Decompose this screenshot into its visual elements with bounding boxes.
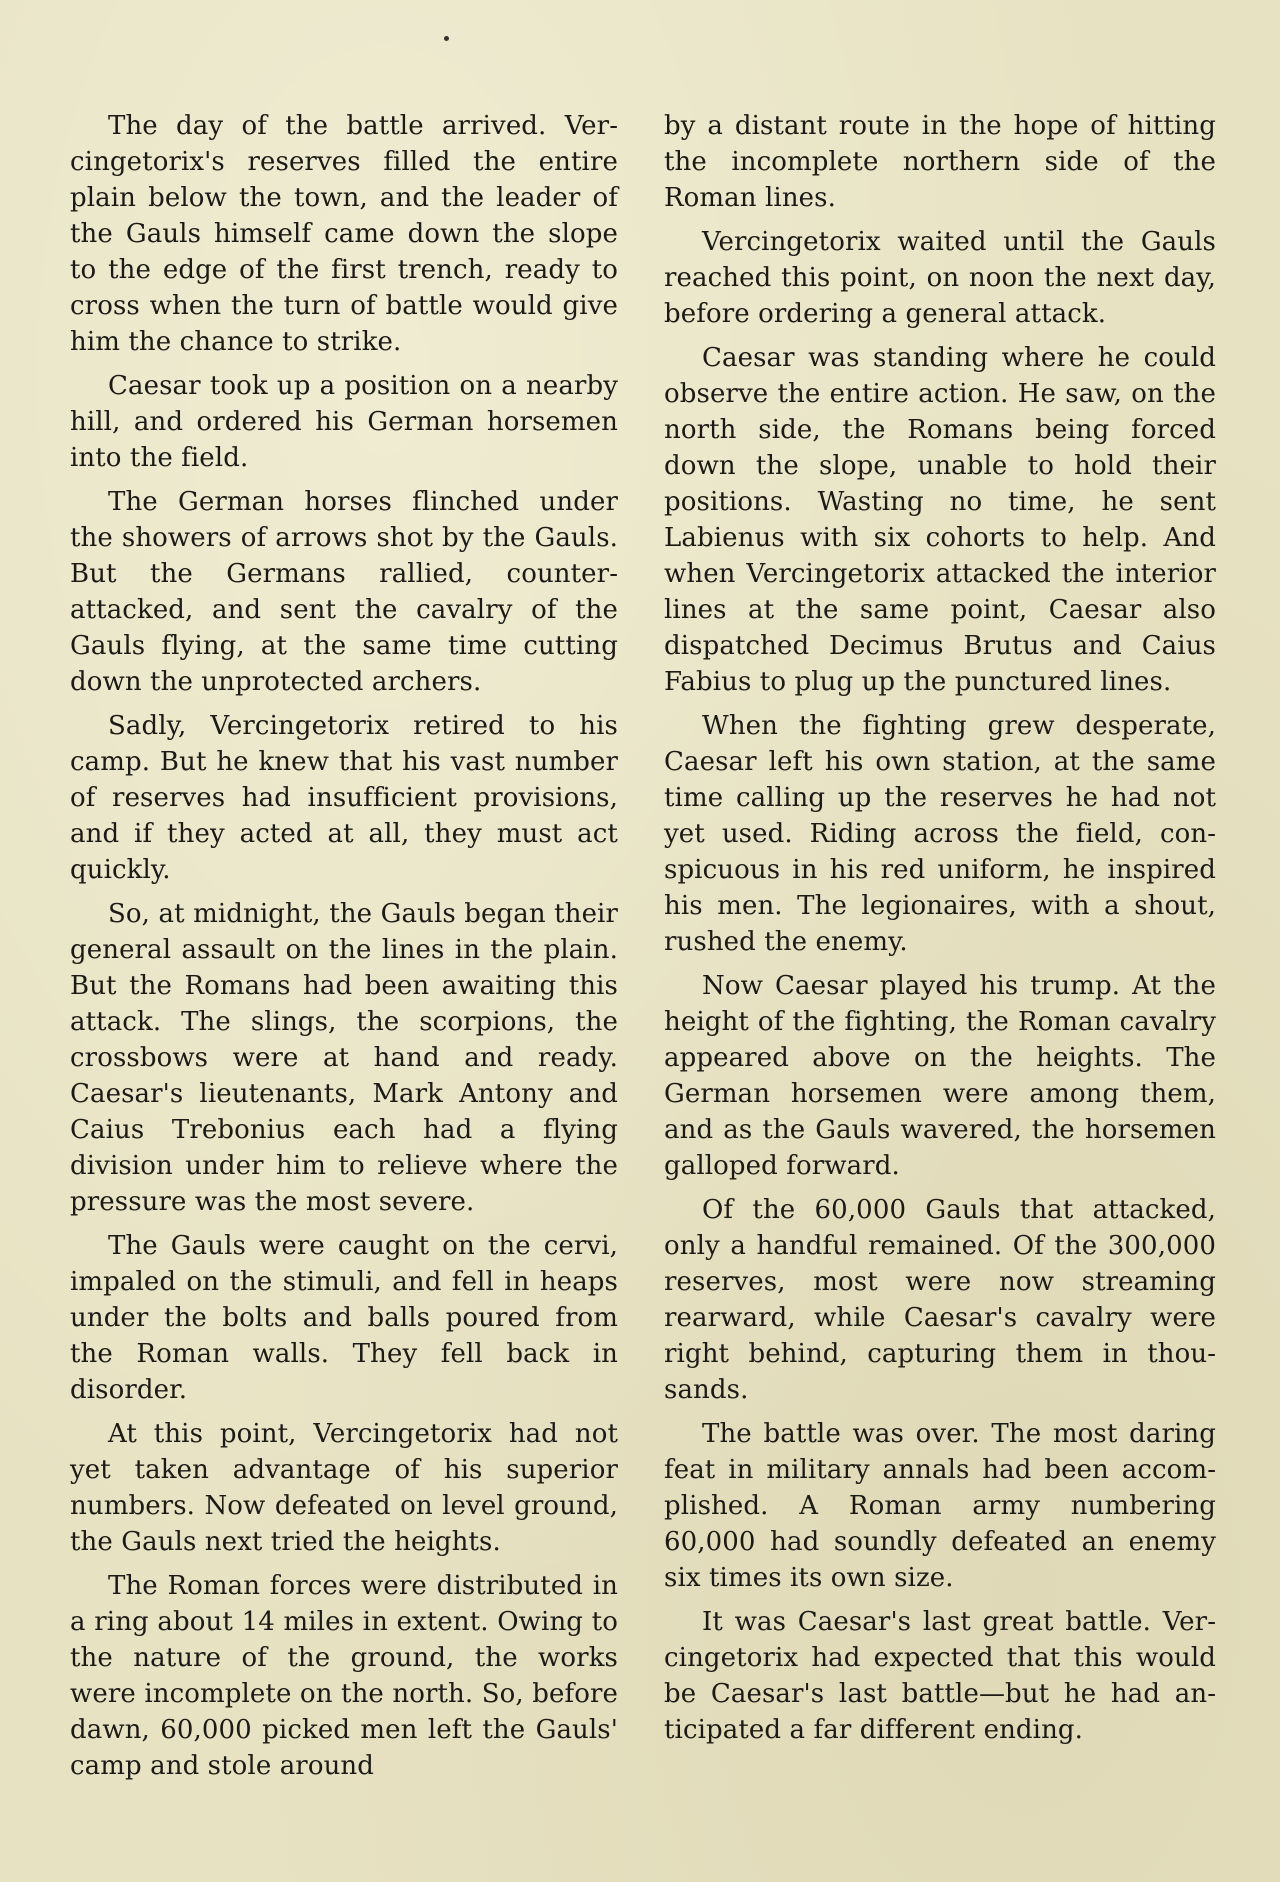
ink-dot <box>444 36 449 41</box>
paragraph: Of the 60,000 Gauls that attacked, only a handful remained. Of the 300,000 reserves, most were now streaming rearward, while Caesar's cavalry were right behind, capturing them in thousands. <box>664 1195 1216 1405</box>
paragraph: Now Caesar played his trump. At the height of the fighting, the Roman cavalry appeared above on the heights. The German horsemen were among them, and as the Gauls wavered, the horsemen galloped forward. <box>664 971 1216 1181</box>
paragraph: The day of the battle arrived. Vercingetorix's reserves filled the entire plain below the town, and the leader of the Gauls himself came down the slope to the edge of the first trench, ready to cross when the turn of battle would give him the chance to strike. <box>70 111 618 357</box>
paragraph: So, at midnight, the Gauls began their general assault on the lines in the plain. But the Romans had been awaiting this attack. The slings, the scorpions, the crossbows were at hand and ready. Caesar's lieutenants, Mark Antony and Caius Trebonius each had a flying division under him to relieve where the pressure was the most severe. <box>70 899 618 1217</box>
paragraph: The German horses flinched under the showers of arrows shot by the Gauls. But the Germans rallied, counterattacked, and sent the cavalry of the Gauls flying, at the same time cutting down the unprotected archers. <box>70 487 618 697</box>
paragraph: The Roman forces were distributed in a ring about 14 miles in extent. Owing to the nature of the ground, the works were incomplete on the north. So, before dawn, 60,000 picked men left the Gauls' camp and stole around <box>70 1571 618 1781</box>
paragraph-continuation: by a distant route in the hope of hitting the incomplete northern side of the Roman lines. <box>664 111 1216 213</box>
paragraph: When the fighting grew desperate, Caesar left his own station, at the same time calling up the reserves he had not yet used. Riding across the field, conspicuous in his red uniform, he inspired his men. The legionaires, with a shout, rushed the enemy. <box>664 711 1216 957</box>
paragraph: It was Caesar's last great battle. Vercingetorix had expected that this would be Caesar's last battle—but he had anticipated a far different ending. <box>664 1607 1216 1745</box>
paragraph: The Gauls were caught on the cervi, impaled on the stimuli, and fell in heaps under the bolts and balls poured from the Roman walls. They fell back in disorder. <box>70 1231 618 1405</box>
paragraph: Sadly, Vercingetorix retired to his camp. But he knew that his vast number of reserves had insufficient provisions, and if they acted at all, they must act quickly. <box>70 711 618 885</box>
paragraph: Caesar was standing where he could observe the entire action. He saw, on the north side, the Romans being forced down the slope, unable to hold their positions. Wasting no time, he sent Labienus with six cohorts to help. And when Vercingetorix attacked the interior lines at the same point, Caesar also dispatched Decimus Brutus and Caius Fabius to plug up the punctured lines. <box>664 343 1216 697</box>
left-column <box>70 108 618 1792</box>
paragraph: At this point, Vercingetorix had not yet taken advantage of his superior numbers. Now defeated on level ground, the Gauls next tried the heights. <box>70 1419 618 1557</box>
right-column <box>664 108 1216 1756</box>
paragraph: Caesar took up a position on a nearby hill, and ordered his German horsemen into the field. <box>70 371 618 473</box>
paragraph: Vercingetorix waited until the Gauls reached this point, on noon the next day, before ordering a general attack. <box>664 227 1216 329</box>
paragraph: The battle was over. The most daring feat in military annals had been accomplished. A Roman army numbering 60,000 had soundly defeated an enemy six times its own size. <box>664 1419 1216 1593</box>
